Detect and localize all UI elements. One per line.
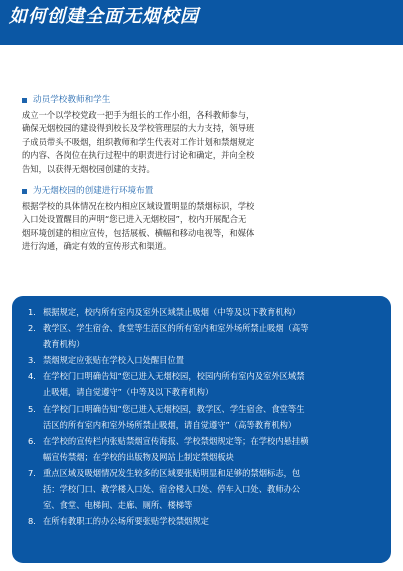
page-header	[0, 0, 403, 45]
rules-list	[28, 304, 383, 529]
list-item	[28, 433, 383, 465]
list-item-number: 6.	[28, 435, 36, 446]
list-item-line: 在学校的宣传栏内张贴禁烟宣传海报、学校禁烟规定等；在学校内悬挂横	[43, 435, 309, 446]
section-heading	[22, 185, 384, 198]
section-mobilize	[22, 94, 384, 176]
list-item-number: 4.	[28, 371, 36, 382]
list-item	[28, 465, 383, 513]
list-item-line: 根据规定，校内所有室内及室外区域禁止吸烟（中等及以下教育机构）	[43, 307, 301, 317]
list-item-line: 教学区、学生宿舍、食堂等生活区的所有室内和室外场所禁止吸烟（高等	[43, 323, 309, 334]
section-paragraph	[22, 200, 384, 254]
paragraph-line: 入口处设置醒目的声明“您已进入无烟校园”，校内开展配合无	[22, 214, 247, 225]
list-item	[28, 513, 383, 529]
square-bullet-icon	[22, 98, 27, 103]
list-item-number: 1.	[28, 307, 36, 317]
list-item	[28, 368, 383, 400]
list-item-line: 在学校门口明确告知“您已进入无烟校园，教学区、学生宿舍、食堂等生	[43, 403, 305, 414]
list-item-line: 禁烟规定应张贴在学校入口处醒目位置	[43, 355, 185, 366]
list-item-line: 在所有教职工的办公场所要张贴学校禁烟规定	[43, 516, 209, 527]
list-item-line: 重点区域及吸烟情况发生较多的区域要张贴明显和足够的禁烟标志，包	[43, 467, 301, 478]
section-heading-text: 为无烟校园的创建进行环境布置	[33, 186, 154, 196]
paragraph-line: 确保无烟校园的建设得到校长及学校管理层的大力支持，领导班	[22, 123, 255, 134]
list-item-line: 活区的所有室内和室外场所禁止吸烟，请自觉遵守”（高等教育机构）	[43, 419, 297, 430]
list-item-number: 5.	[28, 403, 36, 414]
paragraph-line: 根据学校的具体情况在校内相应区域设置明显的禁烟标识，学校	[22, 201, 255, 211]
square-bullet-icon	[22, 189, 27, 194]
section-heading	[22, 94, 384, 107]
list-item	[28, 320, 383, 352]
paragraph-line: 告知，以获得无烟校园创建的支持。	[22, 163, 155, 174]
list-item-line: 在学校门口明确告知“您已进入无烟校园，校园内所有室内及室外区域禁	[43, 371, 305, 382]
rules-box	[12, 296, 391, 563]
paragraph-line: 烟环境创建的相应宣传，包括展板、横幅和移动电视等，和媒体	[22, 227, 255, 238]
section-paragraph	[22, 109, 384, 176]
section-heading-text: 动员学校教师和学生	[33, 95, 111, 105]
section-environment	[22, 185, 384, 254]
list-item-line: 止吸烟，请自觉遵守”（中等及以下教育机构）	[43, 387, 214, 398]
list-item	[28, 401, 383, 433]
list-item-number: 7.	[28, 467, 36, 478]
paragraph-line: 的内容、各岗位在执行过程中的职责进行讨论和确定，并向全校	[22, 150, 255, 161]
paragraph-line: 子成员带头不吸烟，组织教师和学生代表对工作计划和禁烟规定	[22, 136, 255, 147]
list-item-line: 幅宣传禁烟；在学校的出版物及网站上制定禁烟板块	[43, 451, 234, 462]
list-item-number: 8.	[28, 516, 36, 527]
page-title: 如何创建全面无烟校园	[9, 6, 199, 27]
list-item-number: 3.	[28, 355, 36, 366]
list-item-line: 教育机构）	[43, 339, 85, 350]
paragraph-line: 进行沟通，确定有效的宣传形式和渠道。	[22, 241, 172, 252]
list-item-line: 括：学校门口、教学楼入口处、宿舍楼入口处、停车入口处、教师办公	[43, 484, 301, 495]
list-item-number: 2.	[28, 323, 36, 334]
list-item	[28, 304, 383, 320]
paragraph-line: 成立一个以学校党政一把手为组长的工作小组，各科教师参与，	[22, 110, 255, 120]
list-item	[28, 352, 383, 368]
list-item-line: 室、食堂、电梯间、走廊、厕所、楼梯等	[43, 500, 193, 511]
